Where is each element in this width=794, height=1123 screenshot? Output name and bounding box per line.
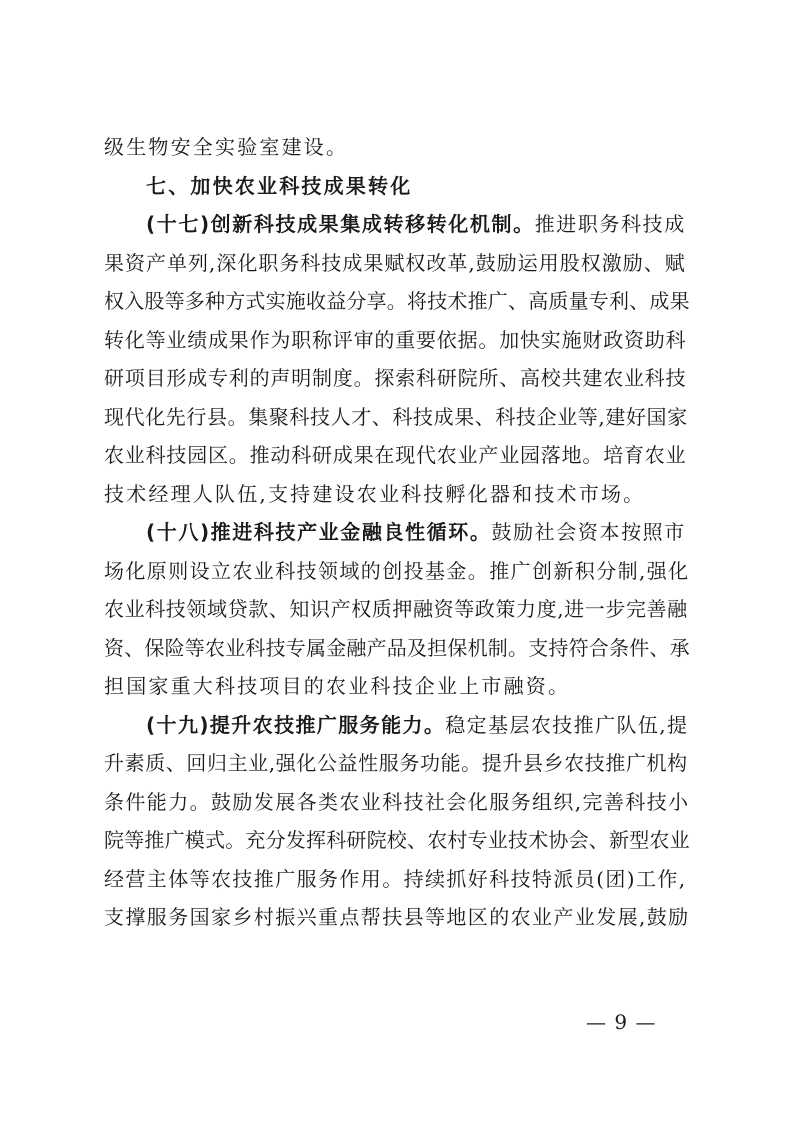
paragraph-line: 权入股等多种方式实施收益分享。将技术推广、高质量专利、成果 — [104, 289, 690, 313]
paragraph-line: 果资产单列,深化职务科技成果赋权改革,鼓励运用股权激励、赋 — [104, 250, 686, 275]
paragraph-text: 鼓励社会资本按照市 — [491, 520, 686, 544]
paragraph-line: 升素质、回归主业,强化公益性服务功能。提升县乡农技推广机构 — [104, 751, 688, 775]
page-number: — 9 — — [586, 1010, 657, 1034]
paragraph-line: 级生物安全实验室建设。 — [104, 135, 349, 159]
paragraph-text: 稳定基层农技推广队伍,提 — [445, 712, 689, 737]
paragraph-line: 现代化先行县。集聚科技人才、科技成果、科技企业等,建好国家 — [104, 404, 688, 429]
subsection-title: (十七)创新科技成果集成转移转化机制。 — [146, 212, 535, 236]
paragraph-line: 农业科技园区。推动科研成果在现代农业产业园落地。培育农业 — [104, 443, 687, 467]
paragraph-line: 经营主体等农技推广服务作用。持续抓好科技特派员(团)工作, — [104, 866, 687, 891]
paragraph-line: 资、保险等农业科技专属金融产品及担保机制。支持符合条件、承 — [104, 635, 690, 660]
paragraph-line: 院等推广模式。充分发挥科研院校、农村专业技术协会、新型农业 — [104, 828, 690, 852]
paragraph-line: 条件能力。鼓励发展各类农业科技社会化服务组织,完善科技小 — [104, 789, 690, 814]
paragraph-first-line — [104, 706, 690, 745]
paragraph-line: 转化等业绩成果作为职称评审的重要依据。加快实施财政资助科 — [104, 327, 687, 352]
paragraph-line: 场化原则设立农业科技领域的创投基金。推广创新积分制,强化 — [104, 558, 690, 583]
subsection-title: (十八)推进科技产业金融良性循环。 — [146, 520, 492, 544]
paragraph-line: 研项目形成专利的声明制度。探索科研院所、高校共建农业科技 — [104, 366, 687, 390]
paragraph-first-line — [104, 513, 690, 552]
paragraph-line: 担国家重大科技项目的农业科技企业上市融资。 — [104, 674, 571, 698]
paragraph-text: 推进职务科技成 — [534, 212, 686, 236]
document-body — [104, 128, 690, 937]
paragraph-line: 支撑服务国家乡村振兴重点帮扶县等地区的农业产业发展,鼓励 — [104, 905, 690, 929]
paragraph-first-line — [104, 205, 690, 244]
section-heading: 七、加快农业科技成果转化 — [146, 173, 413, 198]
subsection-title: (十九)提升农技推广服务能力。 — [146, 712, 446, 737]
paragraph-line: 技术经理人队伍,支持建设农业科技孵化器和技术市场。 — [104, 481, 646, 506]
paragraph-line: 农业科技领域贷款、知识产权质押融资等政策力度,进一步完善融 — [104, 597, 688, 621]
